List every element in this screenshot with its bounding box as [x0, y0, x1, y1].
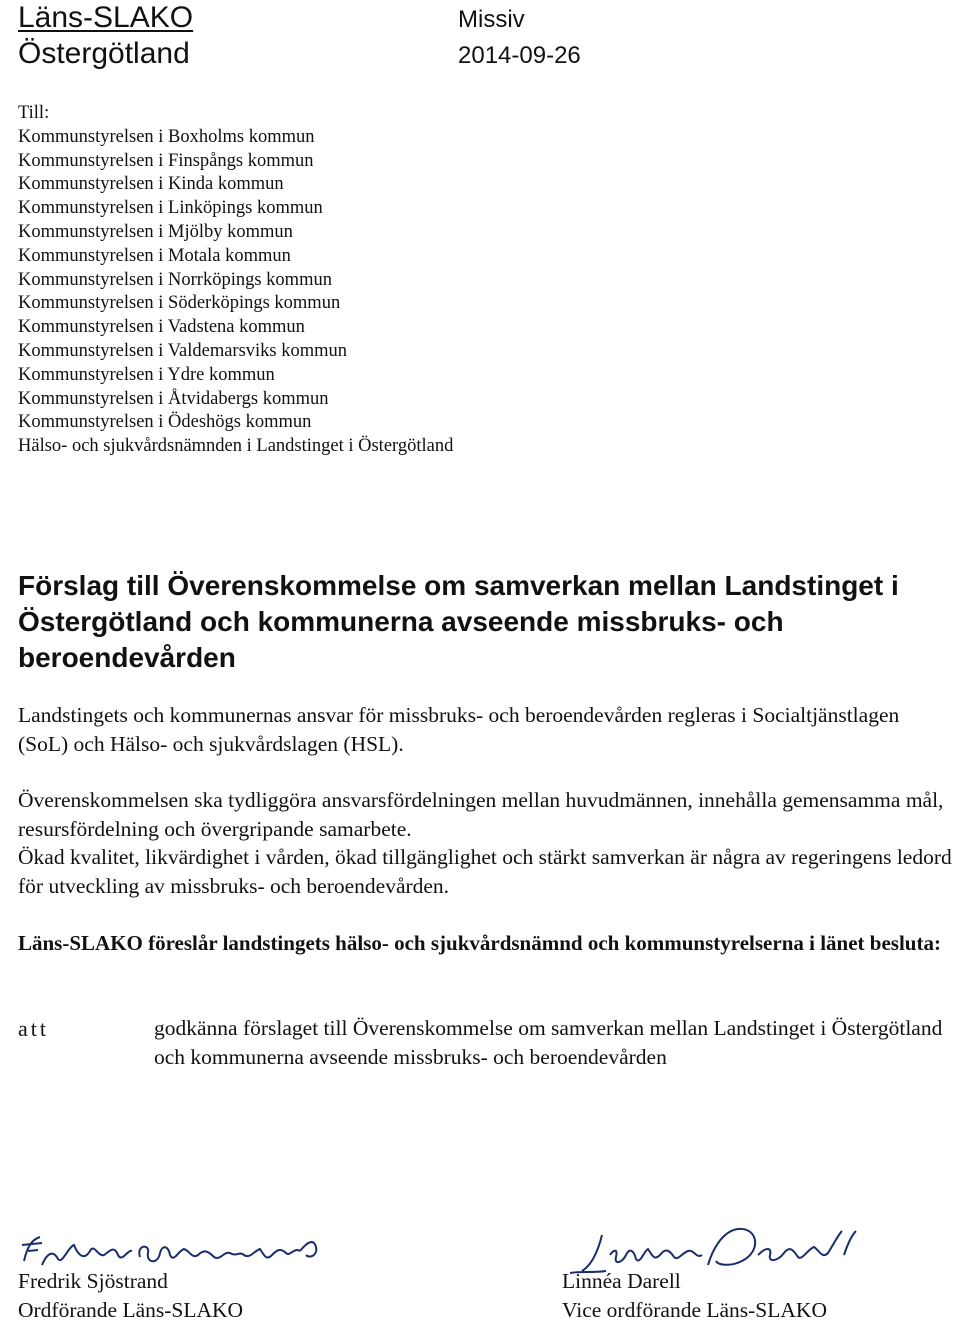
signature-block-vice-chair — [562, 1221, 922, 1325]
document-title: Förslag till Överenskommelse om samverkan mellan Landstinget i Östergötland och kommunerna avseende missbruks- och beroendevården — [18, 570, 899, 673]
att-label: att — [18, 1016, 49, 1041]
recipient-item: Hälso- och sjukvårdsnämnden i Landstinget i Östergötland — [18, 436, 454, 457]
recipients-label: Till: — [18, 103, 50, 123]
recipients-block — [18, 102, 453, 459]
signatory-name: Linnéa Darell — [562, 1269, 681, 1293]
recipient-item: Kommunstyrelsen i Linköpings kommun — [18, 198, 323, 219]
organization-name-line2: Östergötland — [18, 37, 190, 70]
document-date: 2014-09-26 — [458, 42, 581, 69]
document-meta — [458, 2, 581, 74]
recipient-item: Kommunstyrelsen i Mjölby kommun — [18, 221, 293, 242]
recipient-item: Kommunstyrelsen i Söderköpings kommun — [18, 293, 341, 314]
recipients-list — [18, 126, 453, 459]
recipient-item: Kommunstyrelsen i Finspångs kommun — [18, 150, 314, 171]
proposal-statement: Läns-SLAKO föreslår landstingets hälso- och sjukvårdsnämnd och kommunstyrelserna i länet besluta: — [18, 931, 941, 955]
document-type: Missiv — [458, 6, 525, 33]
recipient-item: Kommunstyrelsen i Valdemarsviks kommun — [18, 340, 348, 361]
recipient-item: Kommunstyrelsen i Kinda kommun — [18, 174, 284, 195]
recipient-item: Kommunstyrelsen i Motala kommun — [18, 245, 291, 266]
recipient-item: Kommunstyrelsen i Norrköpings kommun — [18, 269, 332, 290]
signatory-role: Ordförande Läns-SLAKO — [18, 1298, 244, 1322]
body-paragraph-1: Landstingets och kommunernas ansvar för missbruks- och beroendevården regleras i Socialtjänstlagen (SoL) och Hälso- och sjukvårdslagen (HSL). — [18, 703, 900, 756]
recipient-item: Kommunstyrelsen i Åtvidabergs kommun — [18, 388, 329, 409]
signatory-name: Fredrik Sjöstrand — [18, 1269, 168, 1293]
signatory-role: Vice ordförande Läns-SLAKO — [562, 1298, 827, 1322]
recipient-item: Kommunstyrelsen i Ödeshögs kommun — [18, 412, 312, 433]
organization-name — [18, 0, 193, 72]
recipient-item: Kommunstyrelsen i Boxholms kommun — [18, 126, 315, 147]
body-paragraph-3: Ökad kvalitet, likvärdighet i vården, ökad tillgänglighet och stärkt samverkan är några av regeringens ledord för utveckling av missbruks- och beroendevården. — [18, 845, 952, 898]
organization-name-line1: Läns-SLAKO — [18, 1, 194, 34]
body-paragraph-2: Överenskommelsen ska tydliggöra ansvarsfördelningen mellan huvudmännen, innehålla gemensamma mål, resursfördelning och övergripande samarbete. — [18, 788, 944, 841]
recipient-item: Kommunstyrelsen i Ydre kommun — [18, 364, 275, 385]
recipient-item: Kommunstyrelsen i Vadstena kommun — [18, 317, 305, 338]
signature-block-chair — [18, 1221, 378, 1325]
decision-text: godkänna förslaget till Överenskommelse om samverkan mellan Landstinget i Östergötland och kommunerna avseende missbruks- och beroendevården — [154, 1016, 943, 1069]
